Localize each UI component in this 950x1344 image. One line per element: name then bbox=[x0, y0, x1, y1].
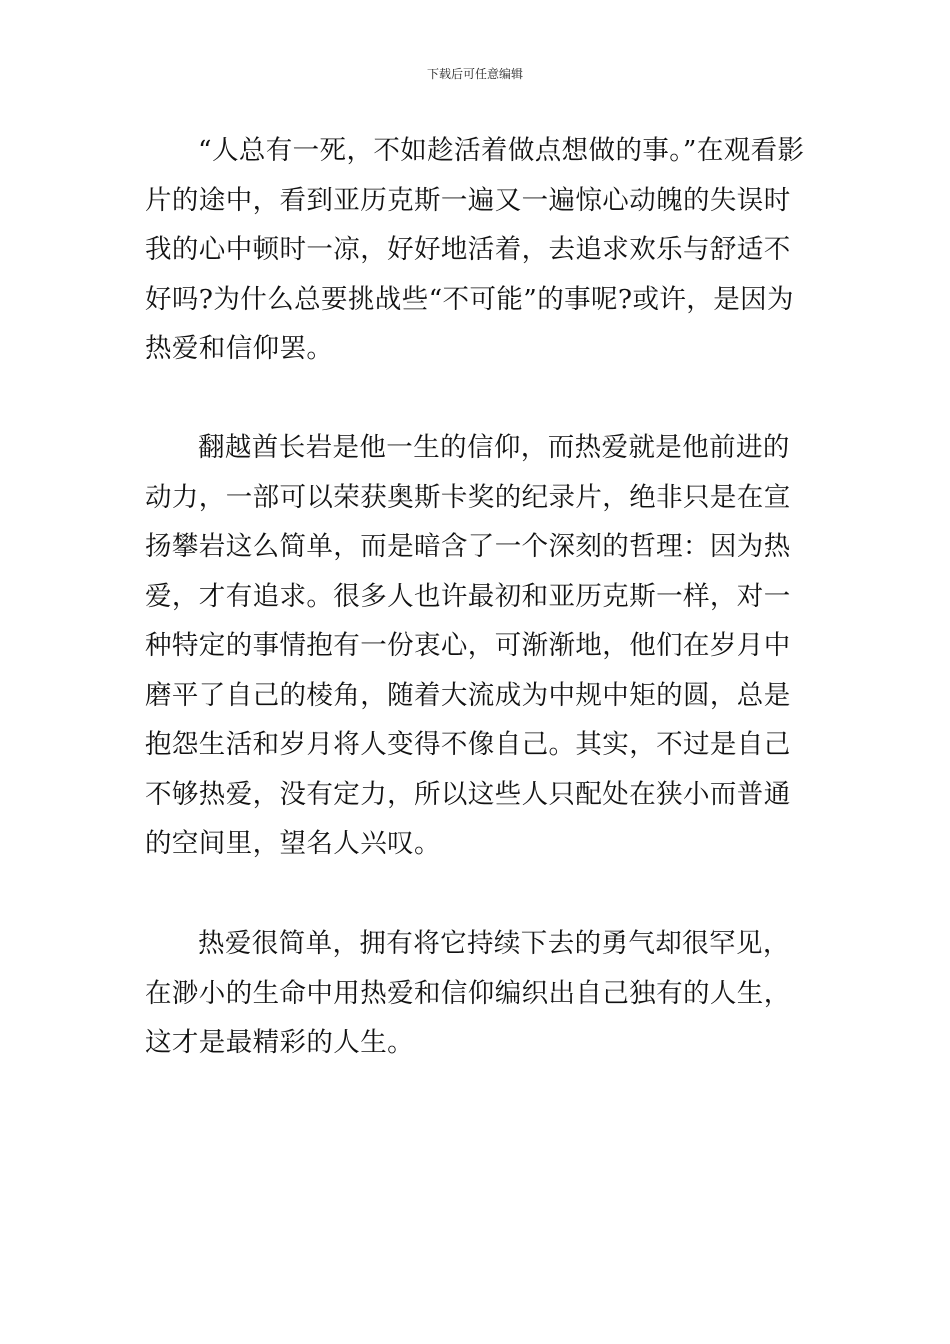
page-header: 下载后可任意编辑 bbox=[426, 67, 523, 81]
paragraph-1: “人总有一死，不如趁活着做点想做的事。”在观看影片的途中，看到亚历克斯一遍又一遍惊心动魄的失误时我的心中顿时一凉，好好地活着，去追求欢乐与舒适不好吗?为什么总要挑战些“不可能”的事呢?或许，是因为热爱和信仰罢。 bbox=[145, 135, 805, 364]
paragraph-2: 翻越酋长岩是他一生的信仰，而热爱就是他前进的动力，一部可以荣获奥斯卡奖的纪录片，绝非只是在宣扬攀岩这么简单，而是暗含了一个深刻的哲理：因为热爱，才有追求。很多人也许最初和亚历克斯一样，对一种特定的事情抱有一份衷心，可渐渐地，他们在岁月中磨平了自己的棱角，随着大流成为中规中矩的圆，总是抱怨生活和岁月将人变得不像自己。其实，不过是自己不够热爱，没有定力，所以这些人只配处在狭小而普通的空间里，望名人兴叹。 bbox=[145, 432, 791, 859]
paragraph-3: 热爱很简单，拥有将它持续下去的勇气却很罕见，在渺小的生命中用热爱和信仰编织出自己独有的人生，这才是最精彩的人生。 bbox=[145, 928, 791, 1058]
